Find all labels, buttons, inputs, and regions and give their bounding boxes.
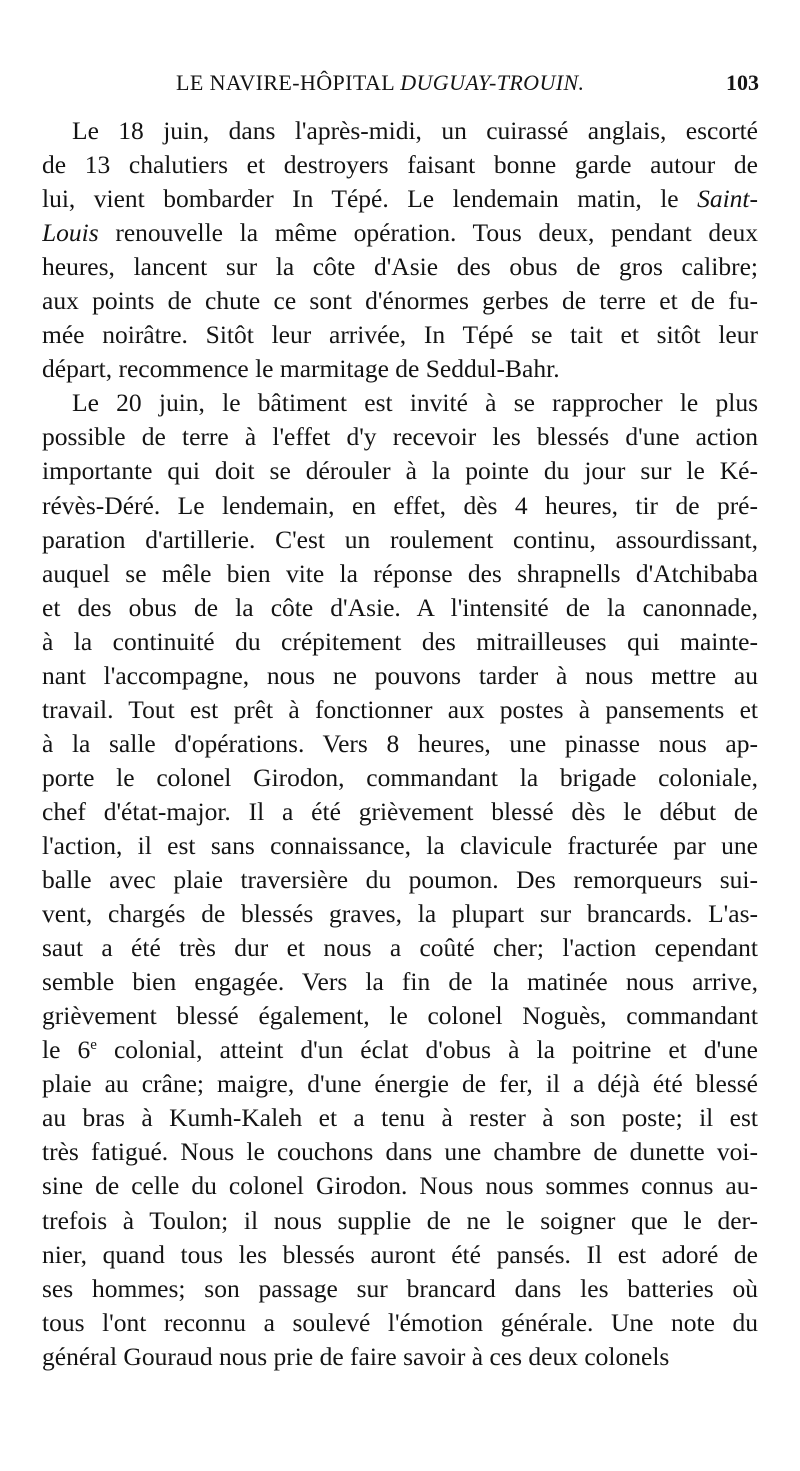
text-segment: ses hommes; son passage sur brancard dans les batteries où: [42, 1273, 758, 1303]
text-segment: vent, chargés de blessés graves, la plupart sur brancards. L'as-: [42, 899, 758, 929]
text-line: [42, 250, 758, 284]
body-text: [42, 114, 758, 1374]
text-line: [42, 1204, 758, 1238]
text-segment: renouvelle la même opération. Tous deux, pendant deux: [98, 218, 758, 248]
text-segment: tous l'ont reconnu a soulevé l'émotion générale. Une note du: [42, 1307, 758, 1337]
text-segment: porte le colonel Girodon, commandant la brigade coloniale,: [42, 762, 758, 792]
text-segment: mée noirâtre. Sitôt leur arrivée, In Tépé se tait et sitôt leur: [42, 320, 758, 350]
running-title-main: LE NAVIRE-HÔPITAL: [176, 70, 401, 95]
text-line: [42, 693, 758, 727]
text-line: [42, 829, 758, 863]
text-segment: auquel se mêle bien vite la réponse des shrapnells d'Atchibaba: [42, 558, 758, 588]
text-line: [42, 863, 758, 897]
paragraph: [42, 386, 758, 1373]
text-segment: Saint-: [697, 184, 758, 214]
text-segment: e: [90, 1037, 97, 1054]
text-segment: possible de terre à l'effet d'y recevoir les blessés d'une action: [42, 422, 758, 452]
page-number: 103: [726, 70, 759, 95]
text-segment: à la salle d'opérations. Vers 8 heures, une pinasse nous ap-: [42, 728, 758, 758]
text-line: [42, 420, 758, 454]
text-line: [42, 897, 758, 931]
text-segment: et des obus de la côte d'Asie. A l'intensité de la canonnade,: [42, 592, 758, 622]
text-line: [42, 965, 758, 999]
text-segment: l'action, il est sans connaissance, la clavicule fracturée par une: [42, 830, 758, 860]
text-line: [42, 454, 758, 488]
text-segment: Le 20 juin, le bâtiment est invité à se rapprocher le plus: [72, 388, 758, 418]
text-segment: grièvement blessé également, le colonel Noguès, commandant: [42, 1001, 758, 1031]
text-line: [42, 999, 758, 1033]
text-line: [42, 1067, 758, 1101]
text-segment: très fatigué. Nous le couchons dans une chambre de dunette voi-: [42, 1137, 758, 1167]
text-segment: départ, recommence le marmitage de Seddul-Bahr.: [42, 354, 560, 384]
text-segment: chef d'état-major. Il a été grièvement blessé dès le début de: [42, 796, 758, 826]
text-line: [42, 318, 758, 352]
text-segment: nant l'accompagne, nous ne pouvons tarder à nous mettre au: [42, 660, 758, 690]
text-segment: saut a été très dur et nous a coûté cher; l'action cependant: [42, 933, 758, 963]
text-line: [42, 1306, 758, 1340]
text-segment: le 6: [42, 1035, 91, 1065]
text-line: [42, 1135, 758, 1169]
text-segment: trefois à Toulon; il nous supplie de ne le soigner que le der-: [42, 1205, 758, 1235]
text-segment: à la continuité du crépitement des mitrailleuses qui mainte-: [42, 626, 758, 656]
text-segment: Louis: [42, 218, 99, 248]
text-segment: travail. Tout est prêt à fonctionner aux postes à pansements et: [42, 694, 758, 724]
text-segment: aux points de chute ce sont d'énormes gerbes de terre et de fu-: [42, 286, 758, 316]
text-segment: lui, vient bombarder In Tépé. Le lendemain matin, le: [42, 184, 698, 214]
running-header: [0, 70, 800, 104]
text-segment: paration d'artillerie. C'est un roulement continu, assourdissant,: [42, 524, 758, 554]
running-title: [176, 70, 584, 96]
text-segment: révès-Déré. Le lendemain, en effet, dès 4 heures, tir de pré-: [42, 490, 758, 520]
text-line: [42, 625, 758, 659]
text-segment: balle avec plaie traversière du poumon. Des remorqueurs sui-: [42, 865, 758, 895]
text-line: [42, 1101, 758, 1135]
text-segment: au bras à Kumh-Kaleh et a tenu à rester à son poste; il est: [42, 1103, 758, 1133]
text-segment: de 13 chalutiers et destroyers faisant bonne garde autour de: [42, 150, 758, 180]
text-segment: nier, quand tous les blessés auront été pansés. Il est adoré de: [42, 1239, 758, 1269]
text-segment: sine de celle du colonel Girodon. Nous nous sommes connus au-: [42, 1171, 758, 1201]
text-line: [42, 591, 758, 625]
text-segment: semble bien engagée. Vers la fin de la matinée nous arrive,: [42, 967, 758, 997]
text-line: [42, 1033, 758, 1067]
text-segment: général Gouraud nous prie de faire savoir à ces deux colonels: [42, 1341, 670, 1371]
text-line: [42, 659, 758, 693]
text-line: [42, 761, 758, 795]
text-segment: Le 18 juin, dans l'après-midi, un cuirassé anglais, escorté: [72, 116, 758, 145]
text-line: [42, 148, 758, 182]
text-line: [42, 284, 758, 318]
text-line: [42, 1340, 758, 1374]
text-line: [42, 523, 758, 557]
running-title-ship-name: DUGUAY-TROUIN.: [400, 70, 585, 95]
text-line: [42, 114, 758, 148]
text-segment: plaie au crâne; maigre, d'une énergie de fer, il a déjà été blessé: [42, 1069, 758, 1099]
text-line: [42, 352, 758, 386]
text-segment: importante qui doit se dérouler à la pointe du jour sur le Ké-: [42, 456, 758, 486]
text-segment: heures, lancent sur la côte d'Asie des obus de gros calibre;: [42, 252, 758, 282]
text-line: [42, 1238, 758, 1272]
text-line: [42, 182, 758, 216]
text-line: [42, 727, 758, 761]
text-line: [42, 216, 758, 250]
text-line: [42, 931, 758, 965]
text-line: [42, 1272, 758, 1306]
text-segment: colonial, atteint d'un éclat d'obus à la poitrine et d'une: [96, 1035, 758, 1065]
text-line: [42, 386, 758, 420]
text-line: [42, 489, 758, 523]
paragraph: [42, 114, 758, 386]
text-line: [42, 557, 758, 591]
text-line: [42, 1169, 758, 1203]
text-line: [42, 795, 758, 829]
